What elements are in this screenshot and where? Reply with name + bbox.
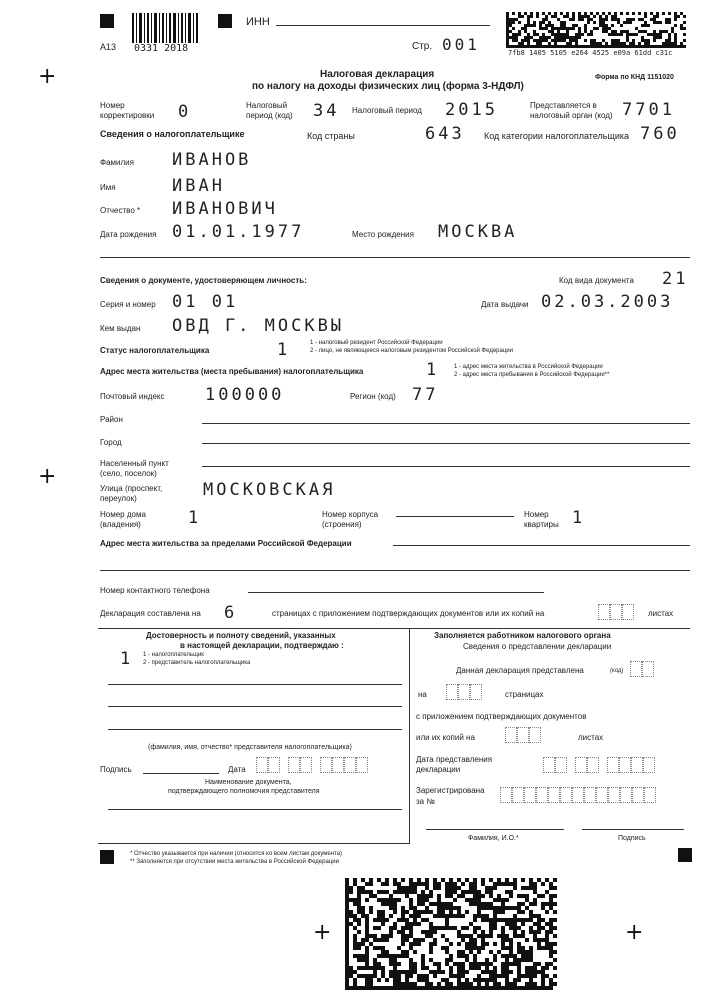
tax-year-value[interactable]: 2015 — [445, 100, 498, 120]
correction-label: Номер корректировки — [100, 101, 155, 120]
form-code-a13: A13 — [100, 42, 117, 52]
street-label-1: Улица (проспект, — [100, 484, 163, 493]
region-value[interactable]: 77 — [412, 385, 439, 405]
taxpayer-section-label: Сведения о налогоплательщике — [100, 129, 245, 139]
fio-label: Фамилия, И.О.* — [468, 835, 519, 842]
reg-label-1: Зарегистрирована — [416, 786, 485, 795]
surname-value[interactable]: ИВАНОВ — [172, 150, 252, 170]
submitted-label: Данная декларация представлена — [456, 666, 584, 675]
office-subtitle: Сведения о представлении декларации — [463, 642, 612, 651]
building-label-2: (строения) — [322, 520, 362, 529]
confirm-note-2: 2 - представитель налогоплательщика — [143, 660, 251, 666]
address-note-1: 1 - адрес места жительства в Российской Федерации — [454, 364, 603, 370]
status-note-2: 2 - лицо, не являющееся налоговым резидентом Российской Федерации — [310, 348, 513, 354]
issued-by-label: Кем выдан — [100, 324, 141, 333]
correction-value[interactable]: 0 — [178, 102, 192, 122]
office-date-label-2: декларации — [416, 765, 461, 774]
surname-label: Фамилия — [100, 158, 134, 167]
bottom-datamatrix-icon — [345, 878, 557, 990]
office-date-label-1: Дата представления — [416, 755, 493, 764]
doc-type-label: Код вида документа — [559, 276, 634, 285]
submitted-code-label: (код) — [610, 668, 624, 674]
address-section-label: Адрес места жительства (места пребывания) налогоплательщика — [100, 367, 364, 376]
flat-label-2: квартиры — [524, 520, 559, 529]
page-number: 001 — [442, 35, 480, 54]
pages-count-cells[interactable] — [446, 684, 482, 700]
tax-authority-label: Представляется в налоговый орган (код) — [530, 101, 613, 120]
office-date-cells[interactable] — [543, 757, 655, 773]
registration-cross-icon: + — [625, 920, 644, 945]
name-value[interactable]: ИВАН — [172, 176, 225, 196]
settlement-label-1: Населенный пункт — [100, 459, 169, 468]
building-label-1: Номер корпуса — [322, 510, 379, 519]
street-value[interactable]: МОСКОВСКАЯ — [203, 480, 336, 500]
confirm-title-line1: Достоверность и полноту сведений, указанных — [146, 631, 336, 640]
status-note-1: 1 - налоговый резидент Российской Федерации — [310, 340, 443, 346]
name-label: Имя — [100, 183, 116, 192]
series-label: Серия и номер — [100, 300, 156, 309]
reg-label-2: за № — [416, 797, 435, 806]
abroad-address-label: Адрес места жительства за пределами Российской Федерации — [100, 539, 352, 548]
document-section-label: Сведения о документе, удостоверяющем личность: — [100, 276, 307, 285]
abroad-line-1 — [393, 545, 690, 546]
footnote-2: ** Заполняется при отсутствии места жительства в Российской Федерации — [130, 859, 339, 865]
datamatrix-icon — [506, 12, 686, 48]
on-label: на — [418, 690, 427, 699]
district-label: Район — [100, 415, 123, 424]
patronymic-label: Отчество * — [100, 206, 141, 215]
phone-line — [248, 592, 544, 593]
pages-label: Декларация составлена на — [100, 609, 201, 618]
copies-label: или их копий на — [416, 733, 475, 742]
phone-label: Номер контактного телефона — [100, 586, 210, 595]
corner-marker-bottom-right — [678, 848, 692, 862]
doc-caption-2: подтверждающего полномочия представителя — [168, 788, 320, 795]
tax-year-label: Налоговый период — [352, 106, 422, 115]
barcode-icon — [132, 13, 198, 43]
pages-value[interactable]: 6 — [224, 603, 238, 623]
left-date-cells[interactable] — [256, 757, 368, 773]
city-label: Город — [100, 438, 122, 447]
address-type-value[interactable]: 1 — [426, 360, 440, 380]
barcode-number: 0331 2018 — [134, 43, 189, 54]
reg-number-cells[interactable] — [500, 787, 656, 803]
pages-suffix: страницах с приложением подтверждающих документов или их копий на — [272, 609, 545, 618]
tax-period-value[interactable]: 34 — [313, 101, 340, 121]
lower-block-divider — [409, 628, 410, 843]
postcode-value[interactable]: 100000 — [205, 385, 285, 405]
qr-caption: 7fb8 1405 5105 e264 4525 e09a 61dd c31c — [508, 49, 673, 57]
office-title: Заполняется работником налогового органа — [434, 631, 611, 640]
office-sign-label: Подпись — [618, 835, 646, 842]
lower-block-top-line — [98, 628, 690, 629]
page-label: Стр. — [412, 41, 433, 52]
status-label: Статус налогоплательщика — [100, 346, 210, 355]
status-value[interactable]: 1 — [277, 340, 291, 360]
birth-date-value[interactable]: 01.01.1977 — [172, 222, 305, 242]
doc-type-value[interactable]: 21 — [662, 269, 689, 289]
district-line — [202, 423, 690, 424]
rep-line-2 — [108, 706, 402, 707]
birth-place-value[interactable]: МОСКВА — [438, 222, 518, 242]
corner-marker-bottom-left — [100, 850, 114, 864]
registration-cross-icon: + — [38, 464, 57, 489]
office-sign-line — [582, 829, 684, 830]
abroad-line-2 — [100, 570, 690, 571]
category-label: Код категории налогоплательщика — [484, 131, 630, 141]
tax-authority-value[interactable]: 7701 — [622, 100, 675, 120]
flat-label-1: Номер — [524, 510, 549, 519]
confirm-title-line2: в настоящей декларации, подтверждаю : — [180, 641, 344, 650]
postcode-label: Почтовый индекс — [100, 392, 165, 401]
sheets-label: листах — [648, 609, 674, 618]
city-line — [202, 443, 690, 444]
building-line — [396, 516, 514, 517]
issue-date-value[interactable]: 02.03.2003 — [541, 292, 674, 312]
office-sheets-label: листах — [578, 733, 604, 742]
form-title-line2: по налогу на доходы физических лиц (форма 3-НДФЛ) — [252, 81, 524, 92]
settlement-line — [202, 466, 690, 467]
house-value[interactable]: 1 — [188, 508, 202, 528]
doc-line-1 — [108, 809, 402, 810]
settlement-label-2: (село, поселок) — [100, 469, 157, 478]
house-label-2: (владения) — [100, 520, 141, 529]
issued-by-value[interactable]: ОВД Г. МОСКВЫ — [172, 316, 345, 336]
birth-place-label: Место рождения — [352, 230, 414, 239]
attach-label: с приложением подтверждающих документов — [416, 712, 587, 721]
left-date-label: Дата — [228, 765, 246, 774]
house-label-1: Номер дома — [100, 510, 146, 519]
series-value[interactable]: 01 01 — [172, 292, 239, 312]
corner-marker-top-mid — [218, 14, 232, 28]
form-title-line1: Налоговая декларация — [320, 69, 435, 80]
registration-cross-icon: + — [38, 64, 57, 89]
left-block-bottom-line — [98, 843, 410, 844]
street-label-2: переулок) — [100, 494, 137, 503]
confirm-note-1: 1 - налогоплательщик — [143, 652, 204, 658]
form-code-knd: Форма по КНД 1151020 — [595, 74, 674, 81]
country-value[interactable]: 643 — [425, 124, 465, 144]
category-value[interactable]: 760 — [640, 124, 680, 144]
rep-line-1 — [108, 684, 402, 685]
corner-marker-top-left — [100, 14, 114, 28]
country-label: Код страны — [307, 131, 355, 141]
flat-value[interactable]: 1 — [572, 508, 586, 528]
sheets-cells[interactable] — [598, 604, 634, 620]
signature-line — [143, 773, 219, 774]
inn-label: ИНН — [246, 16, 270, 28]
issue-date-label: Дата выдачи — [481, 300, 529, 309]
footnote-1: * Отчество указывается при наличии (относится ко всем листам документа) — [130, 851, 343, 857]
copies-cells[interactable] — [505, 727, 541, 743]
doc-caption-1: Наименование документа, — [205, 779, 292, 786]
signature-label: Подпись — [100, 765, 132, 774]
address-note-2: 2 - адрес места пребывания в Российской Федерации** — [454, 372, 610, 378]
inn-line — [276, 25, 490, 26]
rep-caption: (фамилия, имя, отчество* представителя налогоплательщика) — [148, 744, 352, 751]
patronymic-value[interactable]: ИВАНОВИЧ — [172, 199, 278, 219]
birth-date-label: Дата рождения — [100, 230, 157, 239]
confirm-value[interactable]: 1 — [120, 649, 134, 669]
fio-line — [426, 829, 564, 830]
rep-line-3 — [108, 729, 402, 730]
tax-period-label: Налоговый период (код) — [246, 101, 293, 120]
registration-cross-icon: + — [313, 920, 332, 945]
office-pages-label: страницах — [505, 690, 544, 699]
submitted-code-cells[interactable] — [630, 661, 654, 677]
region-label: Регион (код) — [350, 392, 396, 401]
birth-place-line — [100, 257, 690, 258]
